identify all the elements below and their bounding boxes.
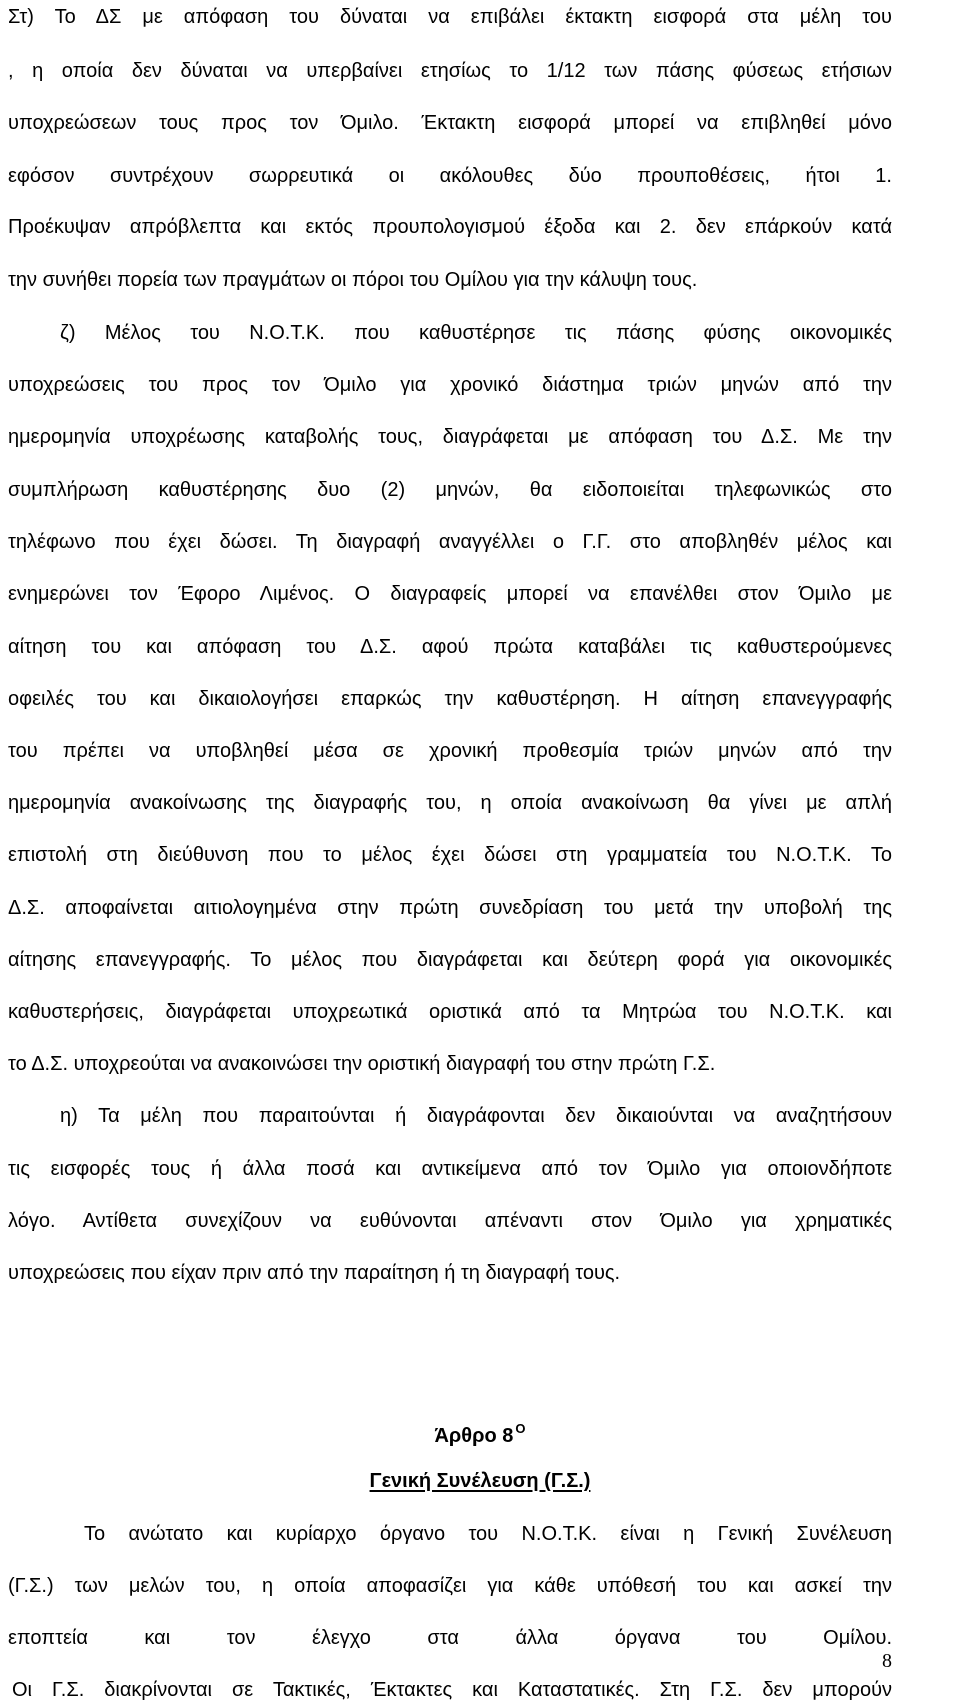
article-heading (0, 1469, 960, 1493)
article-title-text: Άρθρο 8 (434, 1425, 514, 1447)
general-assembly-para1-line-3: εποπτεία και τον έλεγχο στα άλλα όργανα του Ομίλου. (8, 1627, 892, 1649)
paragraph-st-line-4: εφόσον συντρέχουν σωρρευτικά οι ακόλουθες δύο προυποθέσεις, ήτοι 1. (8, 165, 892, 187)
paragraph-h-line-3: λόγο. Αντίθετα συνεχίζουν να ευθύνονται απέναντι στον Όμιλο για χρηματικές (8, 1210, 892, 1232)
paragraph-st-line-3: υποχρεώσεων τους προς τον Όμιλο. Έκτακτη εισφορά μπορεί να επιβληθεί μόνο (8, 112, 892, 134)
paragraph-st-line-1: Στ) Το ΔΣ με απόφαση του δύναται να επιβάλει έκτακτη εισφορά στα μέλη του (8, 6, 892, 28)
paragraph-z-line-14: καθυστερήσεις, διαγράφεται υποχρεωτικά οριστικά από τα Μητρώα του Ν.Ο.Τ.Κ. και (8, 1001, 892, 1023)
paragraph-st-line-2: , η οποία δεν δύναται να υπερβαίνει ετησίως το 1/12 των πάσης φύσεως ετήσιων (8, 60, 892, 82)
paragraph-st-line-5: Προέκυψαν απρόβλεπτα και εκτός προυπολογισμού έξοδα και 2. δεν επάρκούν κατά (8, 216, 892, 238)
general-assembly-para2-line-1: Οι Γ.Σ. διακρίνονται σε Τακτικές, Έκτακτες και Καταστατικές. Στη Γ.Σ. δεν μπορούν (12, 1679, 892, 1701)
paragraph-z-line-11: επιστολή στη διεύθυνση που το μέλος έχει δώσει στη γραμματεία του Ν.Ο.Τ.Κ. Το (8, 844, 892, 866)
paragraph-z-line-1: ζ) Μέλος του Ν.Ο.Τ.Κ. που καθυστέρησε τις πάσης φύσης οικονομικές (60, 322, 892, 344)
paragraph-st-line-6: την συνήθει πορεία των πραγμάτων οι πόροι του Ομίλου για την κάλυψη τους. (8, 269, 698, 291)
paragraph-z-line-2: υποχρεώσεις του προς τον Όμιλο για χρονικό διάστημα τριών μηνών από την (8, 374, 892, 396)
article-heading-text: Γενική Συνέλευση (Γ.Σ.) (369, 1470, 591, 1492)
general-assembly-para1-line-1: Το ανώτατο και κυρίαρχο όργανο του Ν.Ο.Τ.Κ. είναι η Γενική Συνέλευση (84, 1523, 892, 1545)
paragraph-z-line-3: ημερομηνία υποχρέωσης καταβολής τους, διαγράφεται με απόφαση του Δ.Σ. Με την (8, 426, 892, 448)
paragraph-z-line-8: οφειλές του και δικαιολογήσει επαρκώς την καθυστέρηση. Η αίτηση επανεγγραφής (8, 688, 892, 710)
paragraph-h-line-2: τις εισφορές τους ή άλλα ποσά και αντικείμενα από τον Όμιλο για οποιονδήποτε (8, 1158, 892, 1180)
paragraph-z-line-15: το Δ.Σ. υποχρεούται να ανακοινώσει την οριστική διαγραφή του στην πρώτη Γ.Σ. (8, 1053, 716, 1075)
article-title (0, 1417, 960, 1448)
paragraph-z-line-4: συμπλήρωση καθυστέρησης δυο (2) μηνών, θα ειδοποιείται τηλεφωνικώς στο (8, 479, 892, 501)
general-assembly-para1-line-2: (Γ.Σ.) των μελών του, η οποία αποφασίζει για κάθε υπόθεσή του και ασκεί την (8, 1575, 892, 1597)
paragraph-z-line-6: ενημερώνει τον Έφορο Λιμένος. Ο διαγραφείς μπορεί να επανέλθει στον Όμιλο με (8, 583, 892, 605)
page-number: 8 (882, 1650, 892, 1672)
paragraph-z-line-10: ημερομηνία ανακοίνωσης της διαγραφής του, η οποία ανακοίνωση θα γίνει με απλή (8, 792, 892, 814)
paragraph-z-line-7: αίτηση του και απόφαση του Δ.Σ. αφού πρώτα καταβάλει τις καθυστερούμενες (8, 636, 892, 658)
paragraph-z-line-13: αίτησης επανεγγραφής. Το μέλος που διαγράφεται και δεύτερη φορά για οικονομικές (8, 949, 892, 971)
paragraph-h-line-4: υποχρεώσεις που είχαν πριν από την παραίτηση ή τη διαγραφή τους. (8, 1262, 621, 1284)
paragraph-z-line-5: τηλέφωνο που έχει δώσει. Τη διαγραφή αναγγέλλει ο Γ.Γ. στο αποβληθέν μέλος και (8, 531, 892, 553)
paragraph-h-line-1: η) Τα μέλη που παραιτούνται ή διαγράφονται δεν δικαιούνται να αναζητήσουν (60, 1105, 892, 1127)
paragraph-z-line-9: του πρέπει να υποβληθεί μέσα σε χρονική προθεσμία τριών μηνών από την (8, 740, 892, 762)
article-title-superscript: Ο (515, 1421, 526, 1436)
paragraph-z-line-12: Δ.Σ. αποφαίνεται αιτιολογημένα στην πρώτη συνεδρίαση του μετά την υποβολή της (8, 897, 892, 919)
